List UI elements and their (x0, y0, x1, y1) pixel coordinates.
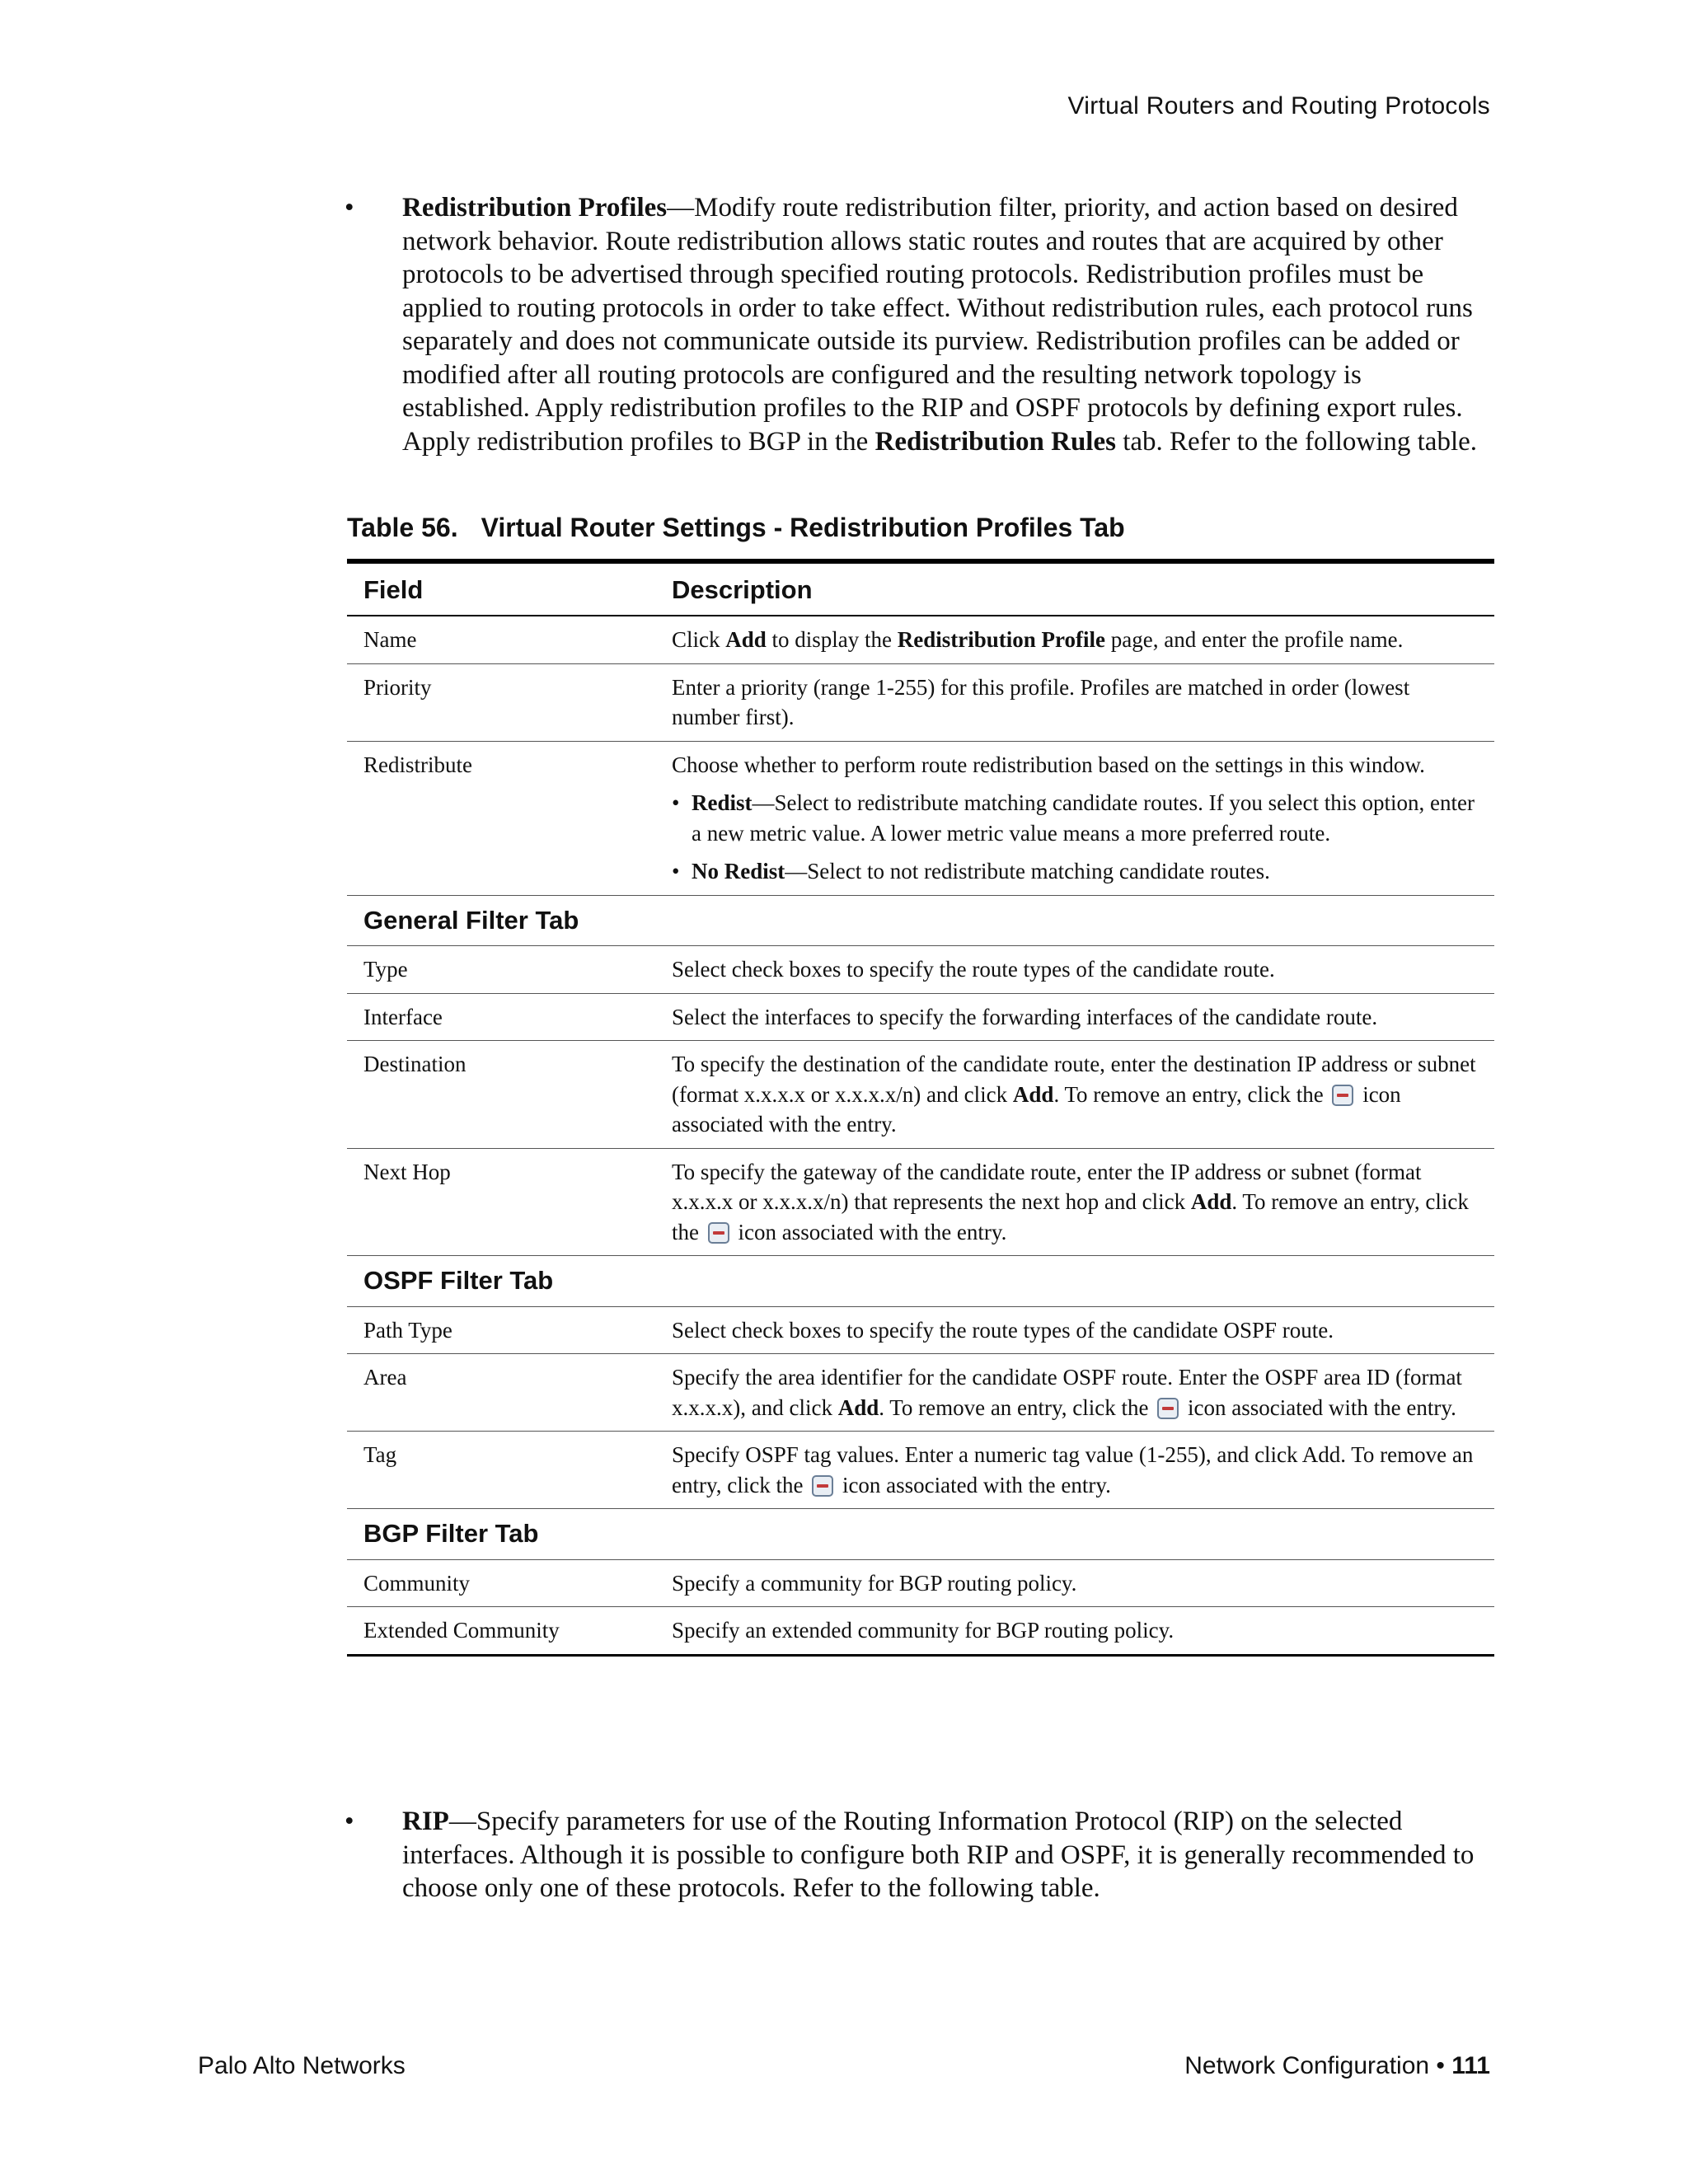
footer-company: Palo Alto Networks (198, 2052, 406, 2079)
rip-body: —Specify parameters for use of the Routing Information Protocol (RIP) on the selected interfaces. Although it is possible to configure both RIP and OSPF, it is generally recommended to choose only one of these protocols. Refer to the following table. (402, 1807, 1475, 1903)
bullet-body-end: tab. Refer to the following table. (1115, 426, 1478, 457)
row-field: Area (347, 1354, 655, 1432)
remove-entry-icon (708, 1222, 729, 1244)
redist-option (672, 788, 1478, 848)
desc-text: page, and enter the profile name. (1105, 627, 1404, 652)
table-title: Virtual Router Settings - Redistribution Profiles Tab (481, 513, 1125, 542)
desc-text: . To remove an entry, click the (672, 1189, 1469, 1244)
desc-text: Click (672, 627, 726, 652)
desc-text: Specify OSPF tag values. Enter a numeric tag value (1-255), and click Add. To remove an entry, click the (672, 1442, 1474, 1497)
desc-text: . To remove an entry, click the (1053, 1081, 1329, 1107)
row-field: Community (347, 1559, 655, 1607)
table-row (347, 1432, 1494, 1509)
row-field: Name (347, 616, 655, 663)
row-field: Type (347, 946, 655, 994)
desc-bold: Add (725, 627, 767, 652)
redist-text: —Select to redistribute matching candidate routes. If you select this option, enter a new metric value. A lower metric value means a more preferred route. (692, 790, 1475, 846)
table-row (347, 946, 1494, 994)
field-column-header: Field (347, 561, 655, 616)
desc-text: icon associated with the entry. (837, 1472, 1111, 1497)
table-caption (347, 513, 1493, 543)
table-row (347, 663, 1494, 741)
desc-text: . To remove an entry, click the (879, 1394, 1155, 1420)
section-row (347, 1256, 1494, 1307)
no-redist-text: —Select to not redistribute matching candidate routes. (785, 859, 1270, 883)
desc-text: To specify the destination of the candidate route, enter the destination IP address or subnet (format x.x.x.x or x.x.x.x/n) and click (672, 1052, 1476, 1107)
row-field: Tag (347, 1432, 655, 1509)
redistribution-profiles-table (347, 559, 1494, 1657)
bullet-term: Redistribution Profiles (402, 193, 668, 223)
footer-page-info (989, 2052, 1490, 2080)
remove-entry-icon (1332, 1085, 1353, 1106)
footer-separator: • (1429, 2052, 1452, 2079)
desc-text: Specify the area identifier for the candidate OSPF route. Enter the OSPF area ID (format x.x.x.x), and click (672, 1365, 1462, 1420)
row-field: Destination (347, 1041, 655, 1149)
bgp-filter-section: BGP Filter Tab (347, 1509, 1494, 1560)
row-description (655, 1148, 1494, 1256)
row-field: Path Type (347, 1306, 655, 1354)
row-field: Next Hop (347, 1148, 655, 1256)
table-row (347, 616, 1494, 663)
desc-text: icon associated with the entry. (672, 1081, 1401, 1137)
general-filter-section: General Filter Tab (347, 895, 1494, 946)
page-number: 111 (1451, 2052, 1490, 2079)
remove-entry-icon (812, 1475, 833, 1497)
row-field: Interface (347, 993, 655, 1041)
desc-text: To specify the gateway of the candidate route, enter the IP address or subnet (format x.x.x.x or x.x.x.x/n) that represents the next hop and click (672, 1159, 1422, 1214)
table-row (347, 1354, 1494, 1432)
table-row (347, 1607, 1494, 1656)
desc-text: to display the (766, 627, 898, 652)
description-column-header: Description (655, 561, 1494, 616)
row-description (655, 1041, 1494, 1149)
bullet-symbol: • (345, 1807, 354, 1836)
ospf-filter-section: OSPF Filter Tab (347, 1256, 1494, 1307)
no-redist-term: No Redist (692, 859, 785, 883)
row-description: Enter a priority (range 1-255) for this profile. Profiles are matched in order (lowest number first). (655, 663, 1494, 741)
row-description: Select check boxes to specify the route types of the candidate route. (655, 946, 1494, 994)
table-row (347, 1148, 1494, 1256)
sub-bullet: • (672, 790, 680, 815)
redistribution-profiles-text (402, 191, 1490, 458)
section-row (347, 1509, 1494, 1560)
section-row (347, 895, 1494, 946)
desc-text: icon associated with the entry. (1182, 1394, 1456, 1420)
desc-text: Choose whether to perform route redistribution based on the settings in this window. (672, 752, 1425, 777)
redist-term: Redist (692, 790, 753, 815)
desc-bold: Add (1190, 1189, 1232, 1214)
row-description: Specify an extended community for BGP routing policy. (672, 1618, 1175, 1643)
row-description: Specify a community for BGP routing policy. (655, 1559, 1494, 1607)
remove-entry-icon (1157, 1398, 1179, 1419)
table-row (347, 1306, 1494, 1354)
row-description: Select check boxes to specify the route types of the candidate OSPF route. (655, 1306, 1494, 1354)
row-description (655, 741, 1494, 895)
desc-bold: Add (1012, 1081, 1054, 1107)
row-description (655, 1354, 1494, 1432)
table-header-row (347, 561, 1494, 616)
redistribution-rules-term: Redistribution Rules (874, 426, 1116, 457)
row-description (655, 616, 1494, 663)
table-row (347, 741, 1494, 895)
table-number: Table 56. (347, 513, 458, 542)
table-row (347, 1041, 1494, 1149)
bullet-symbol: • (345, 193, 354, 223)
row-field: Priority (347, 663, 655, 741)
rip-term: RIP (402, 1807, 449, 1836)
desc-text: icon associated with the entry. (732, 1219, 1007, 1244)
desc-bold: Add (837, 1394, 879, 1420)
table-row (347, 1559, 1494, 1607)
no-redist-option (672, 856, 1478, 887)
row-field: Extended Community (363, 1618, 560, 1643)
sub-bullet: • (672, 859, 680, 883)
running-header: Virtual Routers and Routing Protocols (1067, 92, 1490, 120)
bullet-body: —Modify route redistribution filter, priority, and action based on desired network behavior. Route redistribution allows static routes and routes that are acquired by other protocols to be advertised through specified routing protocols. Redistribution profiles must be applied to routing protocols in order to take effect. Without redistribution rules, each protocol runs separately and does not communicate outside its purview. Redistribution profiles can be added or modified after all routing protocols are configured and the resulting network topology is established. Apply redistribution profiles to the RIP and OSPF protocols by defining export rules. Apply redistribution profiles to BGP in the (402, 193, 1473, 457)
row-field: Redistribute (347, 741, 655, 895)
desc-bold: Redistribution Profile (897, 627, 1106, 652)
footer-section: Network Configuration (1184, 2052, 1430, 2079)
row-description (655, 1432, 1494, 1509)
rip-text (402, 1805, 1490, 1905)
row-description: Select the interfaces to specify the forwarding interfaces of the candidate route. (655, 993, 1494, 1041)
table-row (347, 993, 1494, 1041)
